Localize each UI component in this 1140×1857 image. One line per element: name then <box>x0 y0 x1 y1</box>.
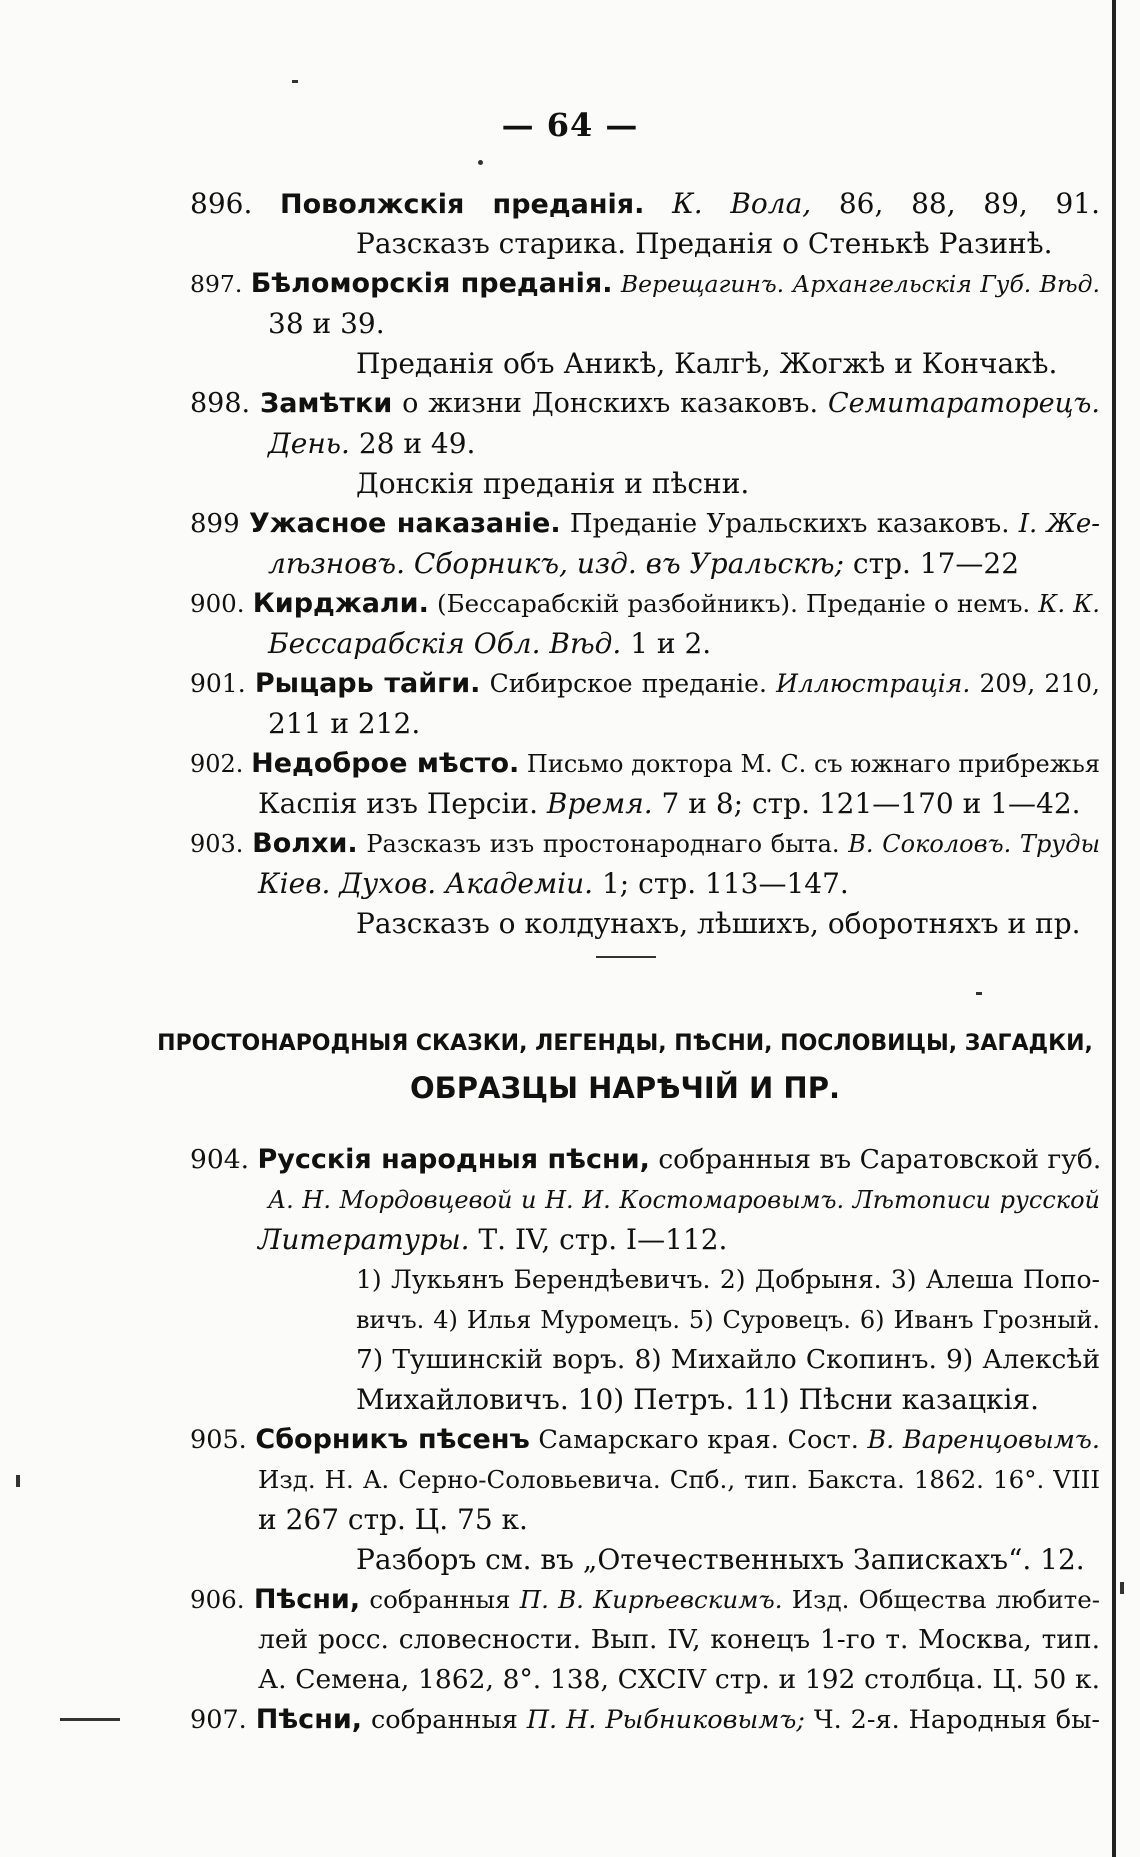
entry-903-cont: Кіев. Духов. Академіи. 1; стр. 113—147. <box>258 867 849 900</box>
entry-905-note: Разборъ см. въ „Отечественныхъ Запискахъ“. 12. <box>356 1543 1085 1576</box>
entry-899-cont: лѣзновъ. Сборникъ, изд. въ Уральскѣ; стр. 17—22 <box>268 547 1020 580</box>
page-number: — 64 — <box>501 106 639 144</box>
entry-904-note-2: вичъ. 4) Илья Муромецъ. 5) Суровецъ. 6) Иванъ Грозный. <box>356 1306 1100 1334</box>
entry-905-cont-2: и 267 стр. Ц. 75 к. <box>258 1503 528 1536</box>
section-heading <box>150 1022 1100 1110</box>
entries-block-top <box>190 184 1100 944</box>
entry-903: 903. Волхи. Разсказъ изъ простонароднаго быта. В. Соколовъ. Труды <box>190 828 1100 859</box>
entry-902: 902. Недоброе мѣсто. Письмо доктора М. С. съ южнаго прибрежья <box>190 748 1100 779</box>
entry-896: 896. Поволжскія преданія. К. Вола, 86, 88, 89, 91. <box>190 187 1101 220</box>
entry-903-note: Разсказъ о колдунахъ, лѣшихъ, оборотняхъ и пр. <box>356 907 1081 940</box>
ink-speck <box>478 160 483 165</box>
entry-897-cont: 38 и 39. <box>268 307 385 340</box>
ink-speck <box>16 1475 20 1487</box>
entry-906: 906. Пѣсни, собранныя П. В. Кирѣевскимъ. Изд. Общества любите- <box>190 1584 1100 1615</box>
entry-906-cont-2: А. Семена, 1862, 8°. 138, CXCIV стр. и 192 столбца. Ц. 50 к. <box>258 1664 1100 1695</box>
entry-900: 900. Кирджали. (Бессарабскій разбойникъ). Преданіе о немъ. К. К. <box>190 588 1100 619</box>
ink-speck <box>976 992 982 995</box>
section-heading-line-2: ОБРАЗЦЫ НАРѢЧІЙ И ПР. <box>410 1071 840 1105</box>
entry-901: 901. Рыцарь тайги. Сибирское преданіе. Иллюстрація. 209, 210, <box>190 668 1100 699</box>
entry-898-note: Донскія преданія и пѣсни. <box>356 467 750 500</box>
entry-902-cont: Каспія изъ Персіи. Время. 7 и 8; стр. 121—170 и 1—42. <box>258 787 1081 820</box>
entry-907: 907. Пѣсни, собранныя П. Н. Рыбниковымъ; Ч. 2-я. Народныя бы- <box>190 1704 1101 1735</box>
section-heading-line-1: ПРОСТОНАРОДНЫЯ СКАЗКИ, ЛЕГЕНДЫ, ПѢСНИ, ПОСЛОВИЦЫ, ЗАГАДКИ, <box>157 1031 1093 1056</box>
entry-896-note: Разсказъ старика. Преданія о Стенькѣ Разинѣ. <box>356 227 1053 260</box>
ink-speck <box>292 80 298 83</box>
entry-904-note-4: Михайловичъ. 10) Петръ. 11) Пѣсни казацкія. <box>356 1383 1039 1416</box>
entry-906-cont-1: лей росс. словесности. Вып. IV, конецъ 1-го т. Москва, тип. <box>258 1624 1100 1655</box>
entry-905-cont-1: Изд. Н. А. Серно-Соловьевича. Спб., тип. Бакста. 1862. 16°. VIII <box>258 1465 1100 1494</box>
entry-897-note: Преданія объ Аникѣ, Калгѣ, Жогжѣ и Кончакѣ. <box>356 347 1058 380</box>
entries-block-bottom <box>190 1140 1100 1740</box>
entry-898: 898. Замѣтки о жизни Донскихъ казаковъ. Семитараторецъ. <box>190 388 1100 419</box>
entry-904-cont-2: Литературы. Т. IV, стр. I—112. <box>258 1223 728 1256</box>
entry-904-note-3: 7) Тушинскій воръ. 8) Михайло Скопинъ. 9) Алексѣй <box>356 1344 1100 1375</box>
entry-904-note-1: 1) Лукьянъ Берендѣевичъ. 2) Добрыня. 3) Алеша Попо- <box>356 1265 1100 1294</box>
entry-904: 904. Русскія народныя пѣсни, собранныя въ Саратовской губ. <box>190 1144 1102 1175</box>
page-edge-rule <box>1112 0 1116 1857</box>
entry-897: 897. Бѣломорскія преданія. Верещагинъ. Архангельскія Губ. Вѣд. <box>190 268 1100 299</box>
ink-speck <box>60 1718 120 1721</box>
entry-901-cont: 211 и 212. <box>268 707 421 740</box>
entry-900-cont: Бессарабскія Обл. Вѣд. 1 и 2. <box>268 627 712 660</box>
entry-904-cont-1: А. Н. Мордовцевой и Н. И. Костомаровымъ. Лѣтописи русской <box>268 1186 1100 1214</box>
ink-speck <box>1120 1582 1124 1594</box>
entry-905: 905. Сборникъ пѣсенъ Самарскаго края. Сост. В. Варенцовымъ. <box>190 1424 1101 1455</box>
entry-899: 899 Ужасное наказаніе. Преданіе Уральскихъ казаковъ. I. Же- <box>190 508 1100 539</box>
section-divider <box>596 956 656 958</box>
entry-898-cont: День. 28 и 49. <box>268 427 476 460</box>
